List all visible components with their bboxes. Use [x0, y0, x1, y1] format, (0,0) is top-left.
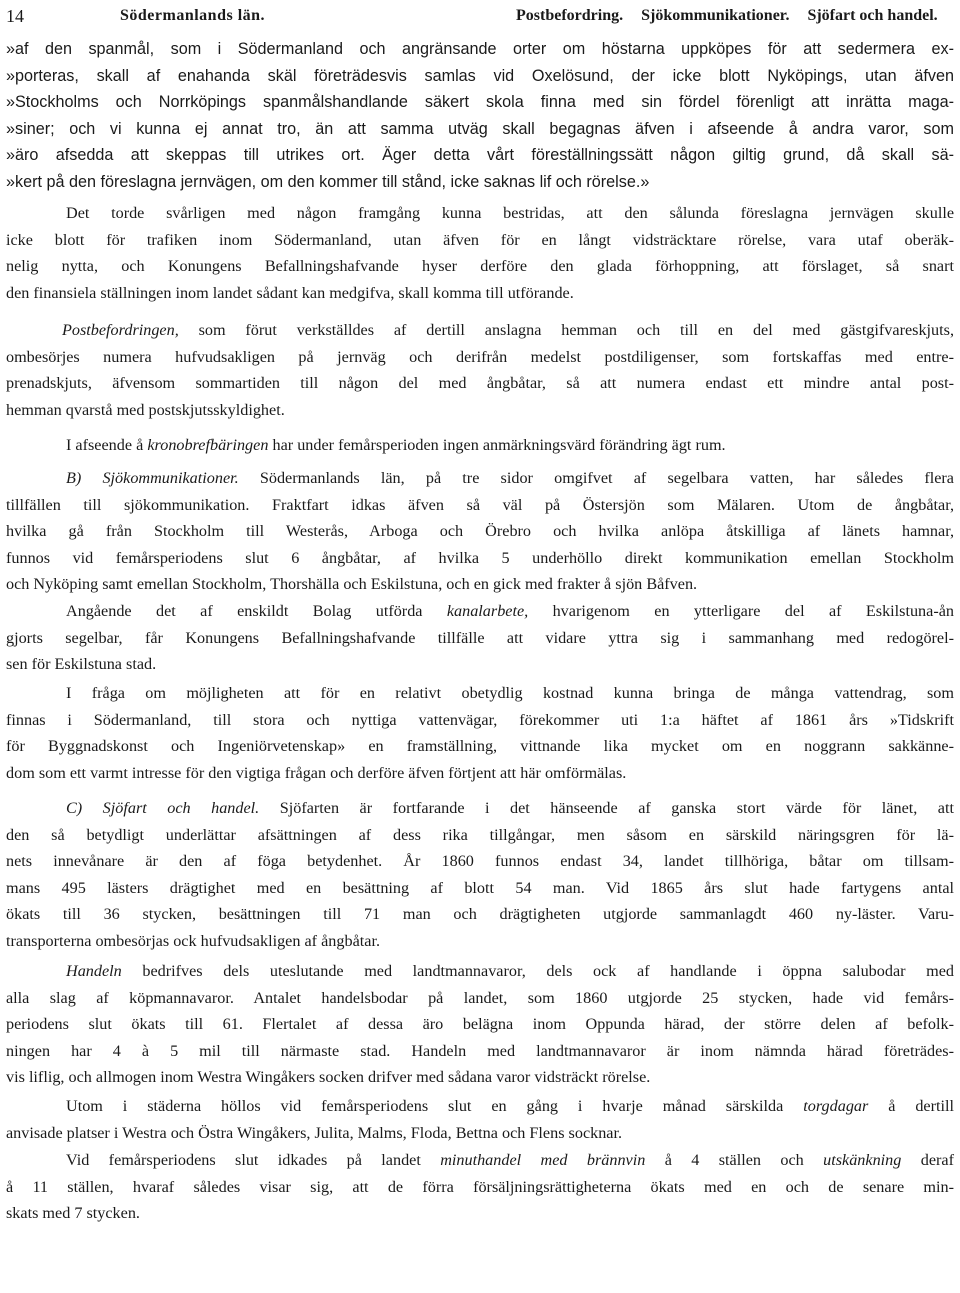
- text-line: funnos vid femårsperiodens slut 6 ångbåtar, af hvilka 5 underhöllo direkt kommunikation emellan Stockholm: [6, 548, 954, 567]
- italic-term: utskänkning: [823, 1151, 902, 1169]
- text-line: den finansiela ställningen inom landet sådant kan medgifva, skall komma till utförande.: [6, 283, 574, 302]
- text-line: alla slag af köpmannavaror. Antalet handelsbodar på landet, som 1860 utgjorde 25 stycken, hade vid femårs-: [6, 988, 954, 1007]
- text-line: tillfällen till sjökommunikation. Fraktfart idkas äfven så väl på Östersjön som Mälaren. Utom de ångbåtar,: [6, 495, 954, 514]
- text-fragment: deraf: [901, 1151, 954, 1169]
- paragraph-kanalarbete: [6, 598, 954, 678]
- text-line: mans 495 lästers drägtighet med en besättning af blott 54 man. Vid 1865 års slut hade fartygens antal: [6, 878, 954, 897]
- text-fragment: Utom i städerna höllos vid femårsperiodens slut en gång i hvarje månad särskilda: [66, 1097, 804, 1115]
- text-line: finnas i Södermanland, till stora och nyttiga vattenvägar, förekommer uti 1:a häftet af 1861 års »Tidskrift: [6, 710, 954, 729]
- section-lead: B) Sjökommunikationer.: [66, 469, 239, 487]
- header-topics: [516, 7, 952, 25]
- quote-block: [6, 36, 954, 196]
- text-fragment: Vid femårsperiodens slut idkades på landet: [66, 1151, 441, 1169]
- paragraph-handeln: [6, 958, 954, 1091]
- text-line: skats med 7 stycken.: [6, 1204, 140, 1223]
- paragraph-sjofart: [6, 795, 954, 955]
- text-line: anvisade platser i Westra och Östra Wingåkers, Julita, Malms, Floda, Bettna och Flens socknar.: [6, 1123, 623, 1142]
- text-fragment: Södermanlands län, på tre sidor omgifvet af segelbara vatten, har således flera: [238, 469, 954, 487]
- text-line: nets innevånare är den af föga betydenhet. År 1860 funnos endast 34, landet tillhöriga, båtar om tillsam-: [6, 852, 954, 871]
- text-line: och Nyköping samt emellan Stockholm, Thorshälla och Eskilstuna, och en gick med frakter å sjön Båfven.: [6, 575, 698, 594]
- text-fragment: som förut verkställdes af dertill anslagna hemman och till en del med gästgifvareskjuts,: [178, 321, 954, 339]
- text-line: [6, 432, 954, 459]
- quote-line: »af den spanmål, som i Södermanland och angränsande orter om höstarna uppköpes för att sedermera ex-: [6, 40, 954, 58]
- text-line: [6, 795, 954, 822]
- text-line: prenadskjuts, äfvensom sommartiden till någon del med ångbåtar, så att numera endast ett mindre antal post-: [6, 374, 954, 393]
- text-line: [6, 598, 954, 625]
- text-line: dom som ett varmt intresse för den vigtiga frågan och derföre äfven förtjent att här omförmälas.: [6, 763, 627, 782]
- header-county: Södermanlands län.: [120, 7, 266, 24]
- quote-line: »siner; och vi kunna ej annat tro, än att samma utväg skall begagnas äfven i afseende å andra varor, som: [6, 119, 954, 138]
- text-line: vis liflig, och allmogen inom Westra Wingåkers socken drifver med sådana varor vidsträckt rörelse.: [6, 1068, 651, 1087]
- text-line: I fråga om möjligheten att för en relativt obetydlig kostnad kunna bringa de många vattendrag, som: [66, 684, 954, 702]
- page: [6, 0, 954, 1223]
- section-lead: Postbefordringen,: [62, 321, 179, 339]
- header-topic-postbefordring: Postbefordring.: [516, 7, 624, 24]
- text-line: [6, 465, 954, 492]
- text-line: [6, 317, 954, 344]
- text-fragment: bedrifves dels uteslutande med landtmannavaror, dels ock af handlande i öppna salubodar med: [121, 962, 954, 980]
- text-line: den så betydligt underlättar afsättningen af dess rika tillgångar, men såsom en särskild näringsgren för lä-: [6, 825, 954, 844]
- text-line: gjorts segelbar, får Konungens Befallningshafvande tillfälle att vidare yttra sig i sammanhang med redogörel-: [6, 628, 954, 647]
- paragraph-jernvag: [6, 200, 954, 306]
- text-line: Det torde svårligen med någon framgång kunna bestridas, att den sålunda föreslagna jernvägen skulle: [66, 204, 954, 222]
- text-line: icke blott för trafiken inom Södermanland, utan äfven för en långt vidsträcktare rörelse, vara utaf oberäk-: [6, 230, 954, 249]
- text-line: ningen har 4 à 5 mil till närmaste stad. Handeln med landtmannavaror är inom nämnda härad företrädes-: [6, 1041, 954, 1060]
- text-fragment: Angående det af enskildt Bolag utförda: [66, 602, 447, 620]
- text-line: periodens slut ökats till 61. Flertalet af dessa äro belägna inom Oppunda härad, der större delen af befolk-: [6, 1015, 954, 1034]
- text-line: ombesörjes numera hufvudsakligen på jernväg och derifrån medelst postdiligenser, som fortskaffas med entre-: [6, 347, 954, 366]
- paragraph-minuthandel: [6, 1147, 954, 1227]
- text-fragment: har under femårsperioden ingen anmärkningsvärd förändring ägt rum.: [268, 436, 726, 454]
- header-topic-sjokommunikationer: Sjökommunikationer.: [641, 7, 790, 24]
- text-line: hemman qvarstå med postskjutsskyldighet.: [6, 400, 285, 419]
- text-line: [6, 1147, 954, 1174]
- text-line: nelig nytta, och Konungens Befallningshafvande hyser derföre den glada förhoppning, att förslaget, så snart: [6, 257, 954, 276]
- section-lead: Handeln: [66, 962, 122, 980]
- quote-line: »porteras, skall af enahanda skäl företrädesvis samlas vid Oxelösund, der icke blott Nyköpings, utan äfven: [6, 66, 954, 85]
- running-header: [6, 0, 954, 40]
- text-line: för Byggnadskonst och Ingeniörvetenskap» en framställning, vittnande lika mycket om en noggrann sakkänne-: [6, 737, 954, 756]
- paragraph-sjokommunikationer: [6, 465, 954, 598]
- text-line: å 11 ställen, hvaraf således visar sig, att de förra försäljningsrättigheterna ökats med en och de senare min-: [6, 1177, 954, 1196]
- italic-term: kronobrefbäringen: [147, 436, 269, 454]
- header-topic-sjofart: Sjöfart och handel.: [807, 7, 938, 24]
- quote-line: »äro afsedda att skeppas till utrikes ort. Äger detta vårt föreställningssätt någon giltig grund, då skall sä-: [6, 146, 954, 165]
- quote-line: »Stockholms och Norrköpings spanmålshandlande säkert skola finna med sin fördel förenligt att inrätta maga-: [6, 93, 954, 112]
- italic-term: minuthandel med brännvin: [440, 1151, 646, 1169]
- page-number: 14: [6, 6, 24, 26]
- text-line: transporterna ombesörjas ock hufvudsakligen af ångbåtar.: [6, 931, 380, 950]
- text-line: [6, 1093, 954, 1120]
- italic-term: kanalarbete,: [446, 602, 529, 620]
- text-fragment: hvarigenom en ytterligare del af Eskilstuna-ån: [528, 602, 954, 620]
- text-fragment: I afseende å: [66, 436, 148, 454]
- section-lead: C) Sjöfart och handel.: [66, 799, 260, 817]
- text-line: sen för Eskilstuna stad.: [6, 655, 157, 674]
- quote-line: »kert på den föreslagna jernvägen, om den kommer till stånd, icke saknas lif och rörelse.»: [6, 172, 650, 191]
- paragraph-vattendrag: [6, 680, 954, 786]
- paragraph-kronobrefbaring: [6, 432, 954, 459]
- text-fragment: å 4 ställen och: [645, 1151, 824, 1169]
- text-line: hvilka gå från Stockholm till Westerås, Arboga och Örebro och hvilka anlöpa åtskilliga af länets hamnar,: [6, 522, 954, 541]
- text-line: [6, 958, 954, 985]
- text-fragment: Sjöfarten är fortfarande i det hänseende af ganska stort värde för länet, att: [259, 799, 954, 817]
- paragraph-torgdagar: [6, 1093, 954, 1146]
- text-fragment: å dertill: [868, 1097, 954, 1115]
- paragraph-postbefordring: [6, 317, 954, 423]
- text-line: ökats till 36 stycken, besättningen till 71 man och drägtigheten utgjorde sammanlagdt 460 ny-läster. Varu-: [6, 905, 954, 924]
- italic-term: torgdagar: [803, 1097, 869, 1115]
